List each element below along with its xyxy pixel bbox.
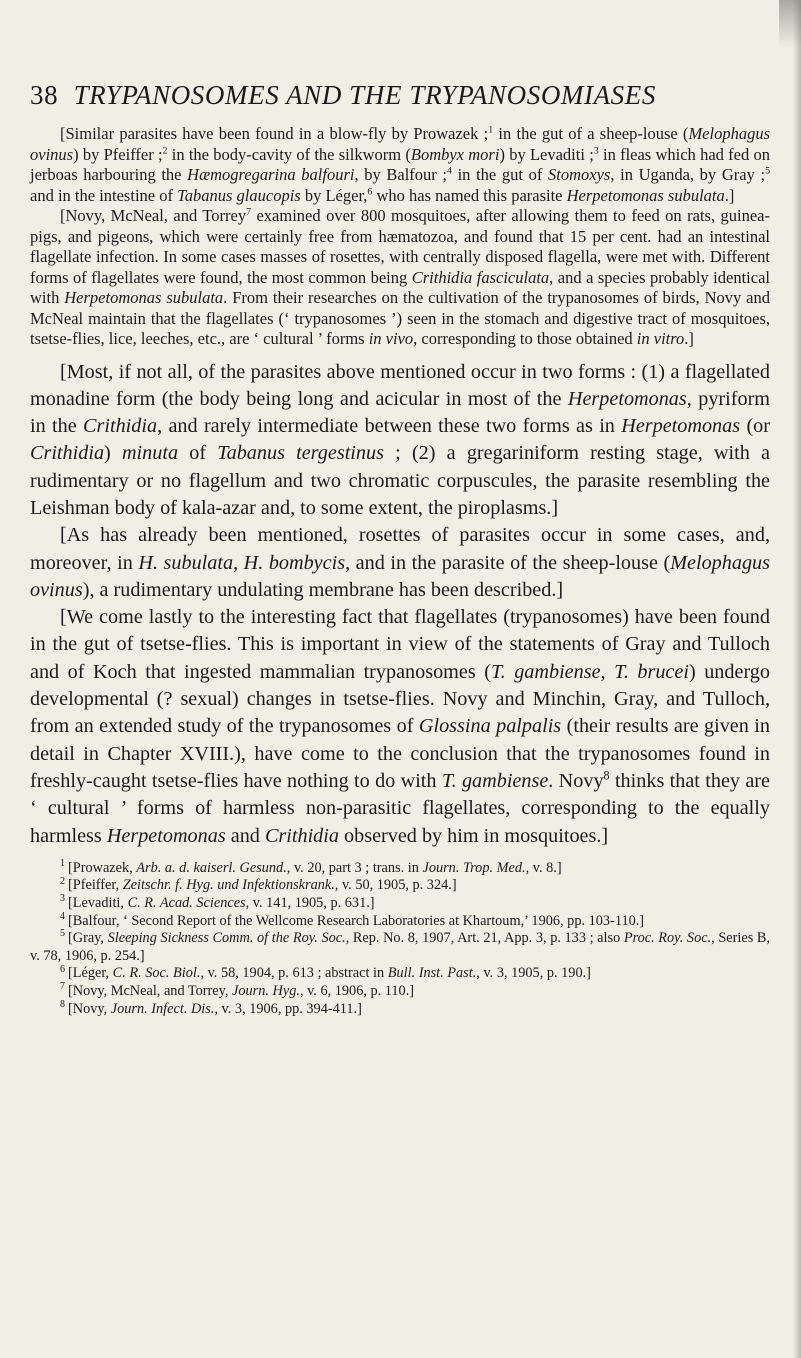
text-run: by Léger, [300, 185, 368, 205]
italic-term: minuta [121, 442, 179, 465]
italic-term: Stomoxys [548, 165, 611, 184]
text-run: , v. 3, 1905, p. 190.] [476, 965, 591, 982]
italic-term: Herpetomonas subulata [566, 185, 725, 205]
footnote-number: 1 [60, 858, 65, 870]
text-run: , v. 3, 1906, pp. 394-411.] [214, 1000, 362, 1017]
text-run: ) by Levaditi ; [499, 144, 594, 164]
italic-term: Hæmogregarina balfouri [187, 165, 355, 184]
text-run: [Prowazek, [68, 859, 137, 876]
footnote-number: 6 [60, 963, 65, 975]
text-run: , Rep. No. 8, 1907, Art. 21, App. 3, p. 133 ; also [345, 930, 624, 947]
text-run: .] [684, 329, 694, 348]
italic-term: Crithidia [30, 442, 105, 465]
italic-term: Herpetomonas subulata [64, 288, 224, 307]
running-header [30, 78, 770, 112]
text-run: (their results are given in detail in Chapter XVIII.), have come to the conclusion that the trypanosomes found in freshly-caught tsetse-flies have nothing to do with [30, 715, 770, 792]
text-run: , and rarely intermediate between these two forms as in [157, 415, 622, 438]
italic-term: Herpetomonas [621, 415, 741, 438]
text-run: , Series B, v. 78, 1906, p. 254.] [30, 930, 770, 964]
italic-term: T. gambiense [441, 769, 549, 792]
italic-term: Proc. Roy. Soc. [623, 930, 712, 947]
text-run: ), a rudimentary undulating membrane has been described.] [82, 578, 564, 601]
book-page [30, 64, 770, 1018]
footnote-reference: 5 [765, 165, 770, 177]
italic-term: Crithidia [83, 415, 158, 438]
italic-term: Bull. Inst. Past. [387, 965, 477, 982]
text-run: , v. 6, 1906, p. 110.] [299, 983, 415, 999]
italic-term: C. R. Acad. Sciences [127, 895, 246, 912]
text-run: , v. 141, 1905, p. 631.] [245, 895, 375, 912]
main-paragraph [30, 359, 770, 523]
italic-term: Melophagus ovinus [30, 551, 771, 601]
italic-term: Zeitschr. f. Hyg. und Infektionskrank. [122, 877, 335, 894]
footnote [30, 983, 770, 1001]
italic-term: Bombyx mori [410, 144, 500, 164]
small-print-section [30, 124, 770, 350]
text-run: , v. 58, 1904, p. 613 ; abstract in [200, 965, 388, 982]
italic-term: C. R. Soc. Biol. [112, 965, 201, 982]
footnote [30, 910, 770, 931]
footnote [30, 860, 770, 878]
text-run: (or [740, 415, 770, 438]
text-run: [Novy, McNeal, and Torrey, [68, 983, 233, 999]
footnote-number: 7 [60, 981, 65, 993]
text-run: ; (2) a gregariniform resting stage, with a rudimentary or no flagellum and two chromatic corpuscules, the parasite resembling the Leishman body of kala-azar and, to some extent, the piroplasms.] [30, 442, 770, 519]
italic-term: Glossina palpalis [418, 715, 562, 738]
italic-term: Tabanus tergestinus [217, 442, 384, 465]
text-run: [As has already been mentioned, rosettes of parasites occur in some cases, and, moreover, in [30, 524, 770, 574]
text-run: . From their researches on the cultivation of the trypanosomes of birds, Novy and McNeal maintain that the flagellates (‘ trypanosomes ’) seen in the stomach and digestive tract of mosquitoes, tsetse-flies, lice, leeches, etc., are ‘ cultural ’ forms [30, 288, 770, 348]
text-run: , by Balfour ; [354, 165, 448, 184]
italic-term: Journ. Trop. Med. [422, 859, 526, 876]
italic-term: Journ. Hyg. [232, 983, 300, 999]
text-run: [Most, if not all, of the parasites above mentioned occur in two forms : (1) a flagellated monadine form (the body being long and acicular in most of the [30, 360, 770, 410]
footnote [30, 895, 770, 913]
text-run: in the gut of [451, 165, 549, 184]
italic-term: H. subulata, H. bombycis [138, 551, 346, 574]
footnote-reference: 7 [246, 206, 252, 218]
running-title: TRYPANOSOMES AND THE TRYPANOSOMIASES [73, 80, 656, 110]
text-run: , v. 20, part 3 ; trans. in [286, 859, 423, 876]
text-run: in fleas which had fed on jerboas harbouring the [30, 144, 770, 184]
main-text-section [30, 359, 770, 850]
text-run: ) undergo developmental (? sexual) changes in tsetse-flies. Novy and Minchin, Gray, and Tulloch, from an extended study of the trypanosomes of [30, 660, 770, 738]
italic-term: Arb. a. d. kaiserl. Gesund. [136, 859, 287, 876]
footnote-number: 5 [60, 928, 65, 940]
text-run: .] [724, 185, 735, 205]
text-run: , pyriform in the [30, 387, 770, 438]
text-run: and in the intestine of [30, 185, 178, 205]
footnote-number: 4 [60, 910, 65, 922]
footnote-number: 2 [60, 875, 65, 887]
text-run: [Levaditi, [68, 895, 128, 912]
text-run: in the body-cavity of the silkworm ( [167, 144, 411, 164]
text-run: [Léger, [68, 965, 113, 982]
italic-term: Tabanus glaucopis [177, 185, 301, 205]
text-run: observed by him in mosquitoes.] [338, 824, 609, 847]
main-paragraph [30, 522, 770, 604]
italic-term: Melophagus ovinus [30, 124, 771, 164]
text-run: who has named this parasite [372, 185, 567, 205]
footnote-reference: 6 [367, 186, 373, 197]
italic-term: Crithidia [264, 824, 339, 847]
italic-term: in vivo [368, 329, 414, 348]
text-run: [We come lastly to the interesting fact that flagellates (trypanosomes) have been found in the gut of tsetse-flies. This is important in view of the statements of Gray and Tulloch and of Koch that ingested mammalian trypanosomes ( [30, 606, 770, 683]
page-number: 38 [30, 80, 59, 110]
small-paragraph [30, 206, 770, 350]
text-run: in the gut of a sheep-louse ( [493, 124, 689, 143]
text-run: ) by Pfeiffer ; [73, 144, 163, 164]
text-run: [Novy, McNeal, and Torrey [60, 206, 247, 225]
text-run: [Gray, [68, 930, 108, 947]
text-run: , corresponding to those obtained [413, 329, 637, 348]
text-run: ) [104, 442, 122, 465]
text-run: [Balfour, ‘ Second Report of the Wellcome Research Laboratories at Khartoum,’ 1906, pp. 103-110.] [68, 912, 645, 929]
text-run: , in Uganda, by Gray ; [610, 165, 766, 184]
page-corner-shadow [779, 0, 801, 48]
text-run: , v. 50, 1905, p. 324.] [334, 877, 457, 894]
footnote-reference: 1 [488, 124, 494, 136]
italic-term: Herpetomonas [567, 387, 687, 410]
footnote [30, 965, 770, 983]
italic-term: in vitro [636, 329, 685, 348]
text-run: examined over 800 mosquitoes, after allowing them to feed on rats, guinea-pigs, and pigeons, which were certainly free from hæmatozoa, and found that 15 per cent. had an intestinal flagellate infection. In some cases masses of rosettes, with centrally disposed flagella, were met with. Different forms of flagellates were found, the most common being [30, 206, 770, 287]
text-run: [Pfeiffer, [68, 877, 123, 894]
text-run: [Novy, [68, 1000, 111, 1017]
footnote-number: 8 [60, 998, 65, 1010]
text-run: and [225, 824, 265, 847]
italic-term: Sleeping Sickness Comm. of the Roy. Soc. [107, 930, 346, 947]
footnote-reference: 8 [603, 768, 610, 783]
footnotes [30, 860, 770, 1018]
italic-term: Herpetomonas [106, 824, 226, 847]
footnote [30, 930, 770, 965]
text-run: , v. 8.] [525, 859, 562, 876]
footnote-number: 3 [60, 893, 65, 905]
footnote-reference: 4 [447, 165, 452, 177]
text-run: . Novy [548, 769, 604, 792]
footnote-reference: 3 [593, 145, 599, 156]
italic-term: T. gambiense, T. brucei [490, 660, 689, 683]
footnote [30, 877, 770, 895]
text-run: , and a species probably identical with [30, 267, 770, 307]
footnote [30, 998, 770, 1019]
italic-term: Journ. Infect. Dis. [110, 1000, 215, 1017]
text-run: of [178, 442, 218, 465]
italic-term: Crithidia fasciculata [411, 267, 550, 287]
footnote-reference: 2 [162, 145, 168, 156]
text-run: , and in the parasite of the sheep-louse ( [345, 551, 671, 574]
small-paragraph [30, 124, 770, 206]
text-run: thinks that they are ‘ cultural ’ forms of harmless non-parasitic flagellates, corresponding to the equally harmless [30, 769, 770, 847]
main-paragraph [30, 604, 770, 850]
page-edge-shadow [793, 0, 801, 1358]
text-run: [Similar parasites have been found in a blow-fly by Prowazek ; [60, 124, 489, 143]
